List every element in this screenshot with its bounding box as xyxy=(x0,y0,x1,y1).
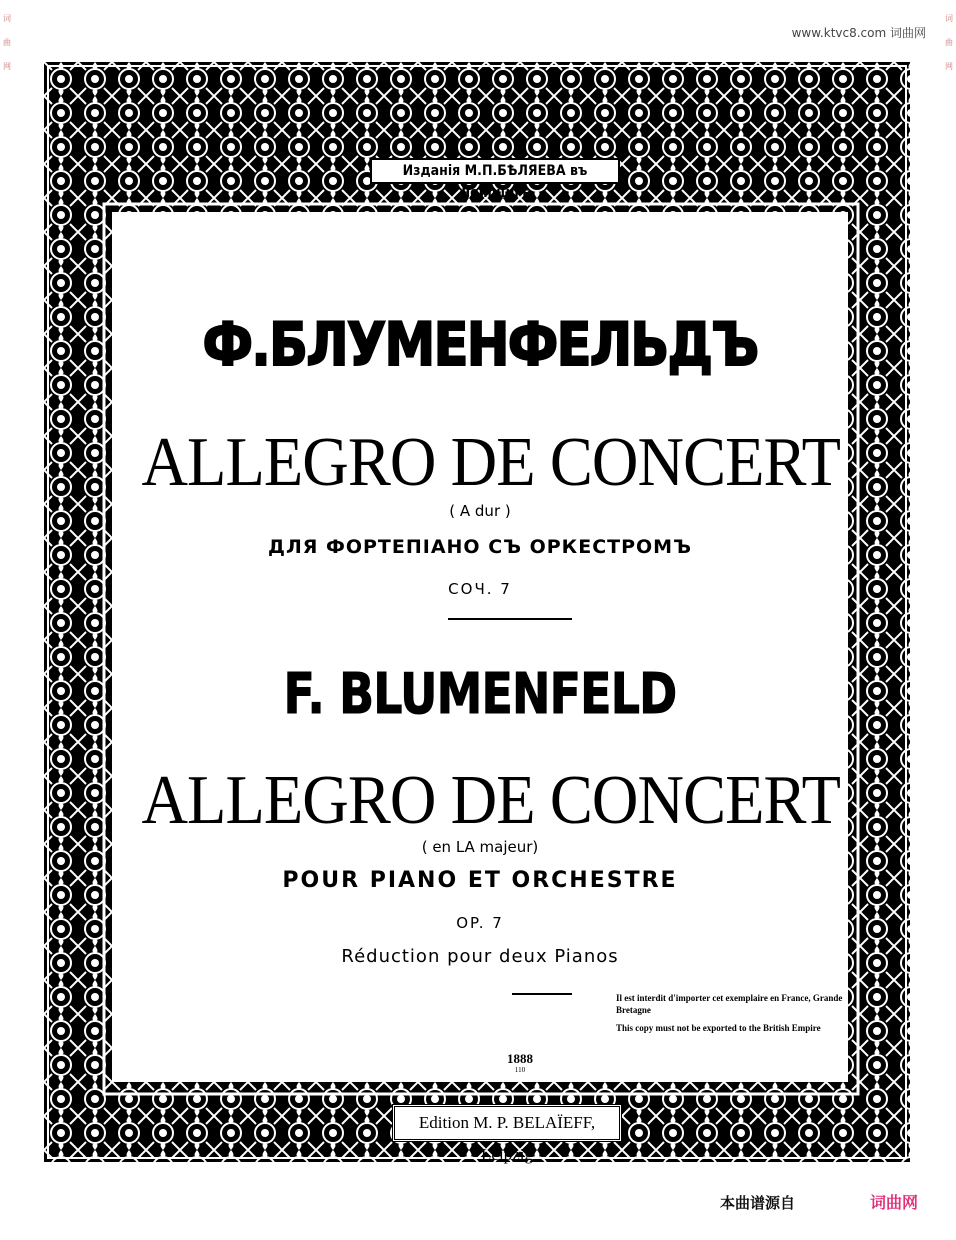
publication-year xyxy=(470,1052,570,1074)
title-ru-section: ALLEGRO DE CONCERT xyxy=(141,424,841,501)
opus-ru: СОЧ. 7 xyxy=(448,580,512,598)
opus-en: OP. 7 xyxy=(456,914,504,932)
divider xyxy=(448,618,572,620)
publisher-ru-label: Изданія М.П.БѢЛЯЕВА въ Лейпцигѣ xyxy=(370,158,620,184)
publisher-en-label: Edition M. P. BELAÏEFF, Leipzig xyxy=(392,1104,622,1142)
site-logo-text[interactable]: 词曲网 xyxy=(870,1193,919,1212)
composer-en: F. BLUMENFELD xyxy=(283,662,677,727)
title-en-section: ALLEGRO DE CONCERT xyxy=(141,762,841,839)
composer-ru: Ф.БЛУМЕНФЕЛЬДЪ xyxy=(202,310,758,380)
left-watermark-strip xyxy=(0,0,14,1240)
strip-glyph: 词 xyxy=(945,14,953,23)
divider xyxy=(512,993,572,995)
plate-number: 110 xyxy=(514,1066,526,1074)
strip-glyph: 词 xyxy=(3,14,11,23)
export-notice xyxy=(616,992,846,1040)
key-fr: ( en LA majeur) xyxy=(421,838,539,856)
strip-glyph: 网 xyxy=(945,62,953,71)
notice-en: This copy must not be exported to the British Empire xyxy=(616,1023,821,1033)
key-ru: ( A dur ) xyxy=(449,502,511,520)
right-watermark-strip xyxy=(942,0,956,1240)
site-url: www.ktvc8.com 词曲网 xyxy=(791,26,926,40)
reduction-note: Réduction pour deux Pianos xyxy=(341,946,619,967)
notice-fr: Il est interdit d'importer cet exemplaire en France, Grande Bretagne xyxy=(616,993,843,1015)
subtitle-ru: ДЛЯ ФОРТЕПІАНО СЪ ОРКЕСТРОМЪ xyxy=(268,536,692,558)
strip-glyph: 曲 xyxy=(945,38,953,47)
strip-glyph: 网 xyxy=(3,62,11,71)
source-label: 本曲谱源自 xyxy=(720,1194,796,1212)
subtitle-fr: POUR PIANO ET ORCHESTRE xyxy=(282,868,678,893)
strip-glyph: 曲 xyxy=(3,38,11,47)
year-text: 1888 xyxy=(507,1051,533,1066)
